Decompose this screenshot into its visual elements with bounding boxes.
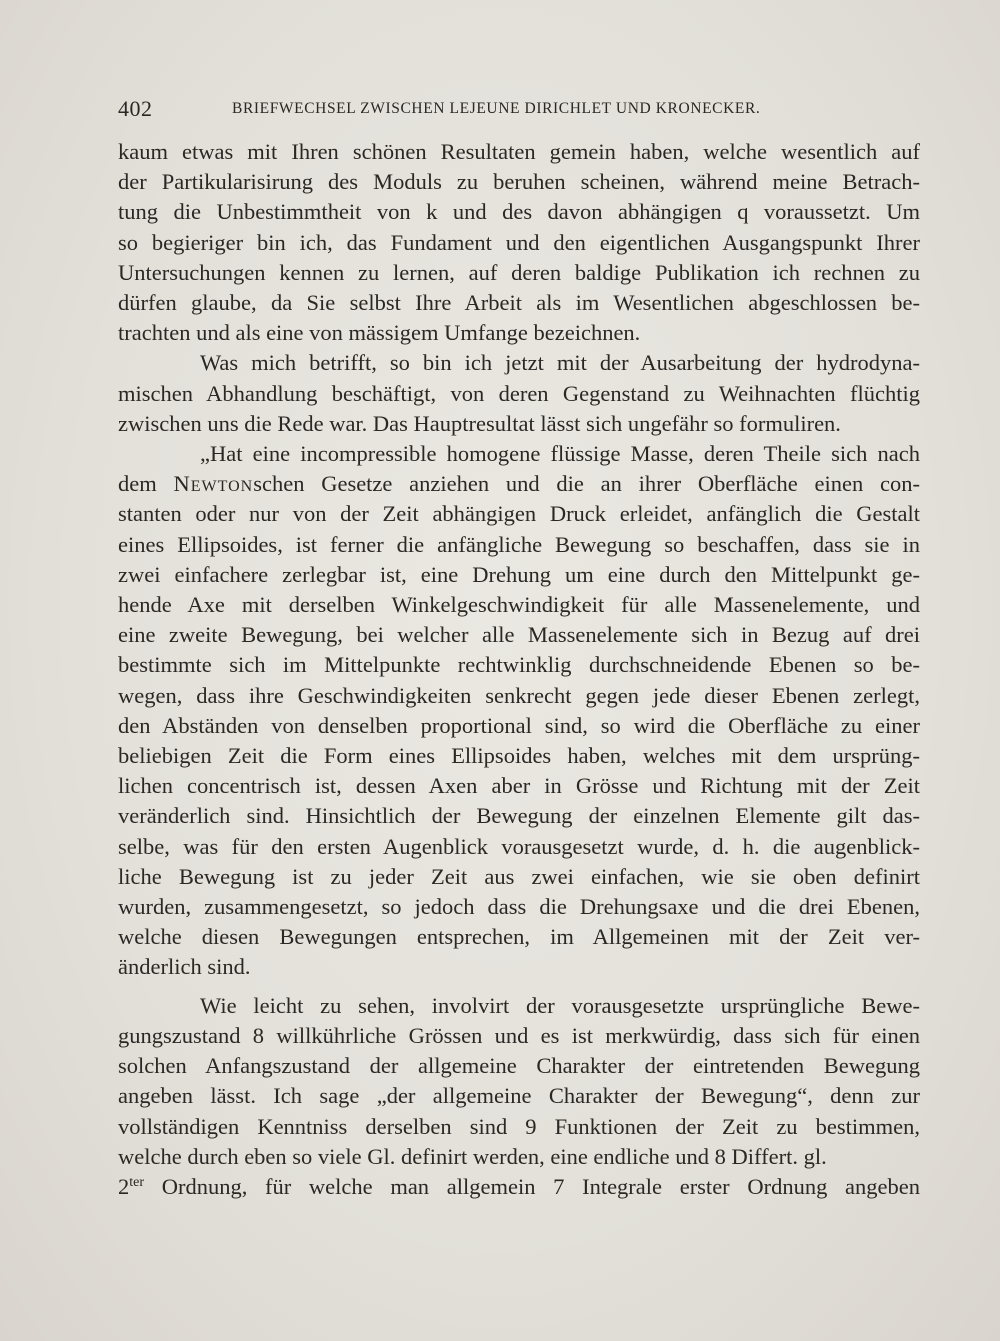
text-line: wurden, zusammengesetzt, so jedoch dass die Drehungsaxe und die drei Ebenen, [118, 894, 920, 920]
ordinal-number: 2 [118, 1173, 130, 1199]
text-line: trachten und als eine von mässigem Umfange bezeichnen. [118, 320, 641, 346]
text-line: veränderlich sind. Hinsichtlich der Bewegung der einzelnen Elemente gilt das- [118, 803, 920, 829]
text-line: Wie leicht zu sehen, involvirt der vorausgesetzte ursprüngliche Bewe- [200, 992, 920, 1018]
text-line: mischen Abhandlung beschäftigt, von deren Gegenstand zu Weihnachten flüchtig [118, 380, 920, 406]
paragraph-last-line [118, 1172, 920, 1202]
text-line: gungszustand 8 willkührliche Grössen und es ist merkwürdig, dass sich für einen [118, 1022, 920, 1048]
text-line: welche diesen Bewegungen entsprechen, im Allgemeinen mit der Zeit ver- [118, 924, 920, 950]
text-line: bestimmte sich im Mittelpunkte rechtwinklig durchschneidende Ebenen so be- [118, 652, 920, 678]
text-line: änderlich sind. [118, 954, 251, 980]
text-line: zwischen uns die Rede war. Das Hauptresultat lässt sich ungefähr so formuliren. [118, 410, 841, 436]
text-line: wegen, dass ihre Geschwindigkeiten senkrecht gegen jede dieser Ebenen zerlegt, [118, 682, 920, 708]
text-line: der Partikularisirung des Moduls zu beruhen scheinen, während meine Betrach- [118, 169, 920, 195]
body-text [118, 137, 920, 1202]
text-line: so begieriger bin ich, das Fundament und den eigentlichen Ausgangspunkt Ihrer [118, 229, 920, 255]
running-head: BRIEFWECHSEL ZWISCHEN LEJEUNE DIRICHLET UND KRONECKER. [232, 100, 761, 117]
text-line: kaum etwas mit Ihren schönen Resultaten gemein haben, welche wesentlich auf [118, 139, 920, 164]
text-line: „Hat eine incompressible homogene flüssige Masse, deren Theile sich nach [200, 441, 920, 467]
text-line: stanten oder nur von der Zeit abhängigen Druck erleidet, anfänglich die Gestalt [118, 501, 920, 527]
text-line: vollständigen Kenntniss derselben sind 9 Funktionen der Zeit zu bestimmen, [118, 1113, 920, 1139]
text-line: zwei einfachere zerlegbar ist, eine Drehung um eine durch den Mittelpunkt ge- [118, 561, 920, 587]
text-line: lichen concentrisch ist, dessen Axen aber in Grösse und Richtung mit der Zeit [118, 773, 920, 799]
text-line: tung die Unbestimmtheit von k und des davon abhängigen q voraussetzt. Um [118, 199, 920, 225]
text-line: den Abständen von denselben proportional sind, so wird die Oberfläche zu einer [118, 712, 920, 738]
last-line-text: Ordnung, für welche man allgemein 7 Integrale erster Ordnung angeben [144, 1173, 920, 1199]
text-line: eines Ellipsoides, ist ferner die anfängliche Bewegung so beschaffen, dass sie in [118, 531, 920, 557]
page-header [118, 96, 918, 128]
text-line: Untersuchungen kennen zu lernen, auf deren baldige Publikation ich rechnen zu [118, 259, 920, 285]
small-caps-name: Newton [173, 471, 254, 497]
text-line: dürfen glaube, da Sie selbst Ihre Arbeit als im Wesentlichen abgeschlossen be- [118, 290, 920, 316]
text-line: eine zweite Bewegung, bei welcher alle Massenelemente sich in Bezug auf drei [118, 622, 920, 648]
text-line: Was mich betrifft, so bin ich jetzt mit der Ausarbeitung der hydrodyna- [200, 350, 920, 376]
text-line: dem Newtonschen Gesetze anziehen und die an ihrer Oberfläche einen con- [118, 471, 920, 497]
text-line: beliebigen Zeit die Form eines Ellipsoides haben, welches mit dem ursprüng- [118, 743, 920, 769]
ordinal-superscript: ter [129, 1174, 145, 1190]
text-line: liche Bewegung ist zu jeder Zeit aus zwei einfachen, wie sie oben definirt [118, 863, 920, 889]
text-line: angeben lässt. Ich sage „der allgemeine Charakter der Bewegung“, denn zur [118, 1083, 920, 1109]
text-line: selbe, was für den ersten Augenblick vorausgesetzt wurde, d. h. die augenblick- [118, 833, 920, 859]
text-line: hende Axe mit derselben Winkelgeschwindigkeit für alle Massenelemente, und [118, 592, 920, 618]
text-line: solchen Anfangszustand der allgemeine Charakter der eintretenden Bewegung [118, 1053, 920, 1079]
page-number: 402 [118, 96, 153, 121]
text-line: welche durch eben so viele Gl. definirt werden, eine endliche und 8 Differt. gl. [118, 1143, 827, 1169]
